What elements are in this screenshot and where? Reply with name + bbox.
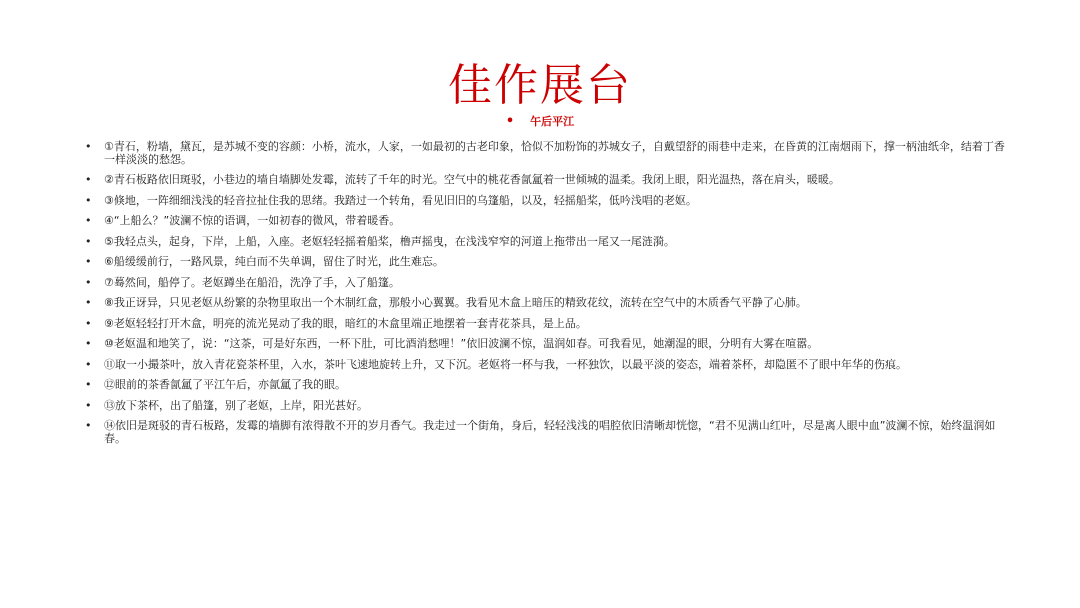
list-item [85, 215, 1015, 228]
bullet-icon: • [85, 419, 92, 432]
paragraph-text: ⑦蓦然间，船停了。老妪蹲坐在船沿，洗净了手，入了船篷。 [104, 275, 400, 289]
list-item [85, 420, 1015, 445]
subtitle-bullet: • [505, 114, 515, 129]
paragraph-text: ⑤我轻点头，起身，下岸，上船，入座。老妪轻轻摇着船桨，橹声摇曳，在浅浅窄窄的河道上拖带出一尾又一尾涟漪。 [104, 234, 675, 248]
list-item [85, 400, 1015, 413]
paragraph-text: ⑨老妪轻轻打开木盒，明亮的流光晃动了我的眼，暗红的木盒里端正地摆着一套青花茶具，是上品。 [104, 316, 587, 330]
list-item [85, 338, 1015, 351]
paragraph-text: ⑪取一小撮茶叶，放入青花瓷茶杯里，入水，茶叶飞速地旋转上升，又下沉。老妪将一杯与我，一杯独饮，以最平淡的姿态，端着茶杯，却隐匿不了眼中年华的伤痕。 [104, 357, 907, 371]
bullet-icon: • [85, 173, 92, 186]
page-title: 佳作展台 [448, 60, 632, 111]
list-item [85, 297, 1015, 310]
bullet-icon: • [85, 193, 92, 207]
bullet-icon: • [85, 140, 92, 153]
subtitle [0, 114, 1080, 130]
list-item [85, 379, 1015, 392]
paragraph-text: ⑥船缓缓前行，一路风景，纯白而不失单调，留住了时光，此生难忘。 [104, 255, 444, 268]
paragraph-text: ③倏地，一阵细细浅浅的轻音拉扯住我的思绪。我踏过一个转角，看见旧旧的乌篷船，以及，轻摇船桨，低吟浅唱的老妪。 [104, 193, 697, 207]
subtitle-text: 午后平江 [530, 115, 575, 128]
bullet-icon: • [85, 337, 92, 350]
bullet-icon: • [85, 398, 92, 412]
bullet-icon: • [85, 214, 92, 227]
list-item [85, 195, 1015, 208]
bullet-icon: • [85, 234, 92, 248]
paragraph-text: ②青石板路依旧斑驳，小巷边的墙自墙脚处发霉，流转了千年的时光。空气中的桃花香氤氲着一世倾城的温柔。我闭上眼，阳光温热，落在肩头，暖暖。 [104, 173, 840, 186]
paragraph-text: ①青石，粉墙，黛瓦，是苏城不变的容颜：小桥，流水，人家，一如最初的古老印象，恰似不加粉饰的苏城女子，自戴望舒的雨巷中走来，在昏黄的江南烟雨下，撑一柄油纸伞，结着丁香一样淡淡的愁怨。 [104, 140, 1005, 166]
paragraph-text: ⑧我正讶异，只见老妪从纷繁的杂物里取出一个木制红盒，那般小心翼翼。我看见木盒上暗压的精致花纹，流转在空气中的木质香气平静了心肺。 [104, 296, 807, 309]
list-item [85, 318, 1015, 331]
bullet-icon: • [85, 316, 92, 330]
list-item [85, 141, 1015, 166]
list-item [85, 256, 1015, 269]
bullet-icon: • [85, 255, 92, 268]
list-item [85, 174, 1015, 187]
paragraph-text: ⑩老妪温和地笑了，说：“这茶，可是好东西，一杯下肚，可比酒消愁哩！”依旧波澜不惊，温润如春。可我看见，她潮湿的眼，分明有大雾在喧嚣。 [104, 337, 819, 350]
bullet-icon: • [85, 296, 92, 309]
list-item [85, 277, 1015, 290]
bullet-icon: • [85, 275, 92, 289]
paragraph-list [85, 141, 1015, 453]
paragraph-text: ④“上船么？”波澜不惊的语调，一如初春的微风，带着暖香。 [104, 214, 401, 227]
paragraph-text: ⑬放下茶杯，出了船篷，别了老妪，上岸，阳光甚好。 [104, 398, 368, 412]
list-item [85, 359, 1015, 372]
bullet-icon: • [85, 378, 92, 391]
list-item [85, 236, 1015, 249]
paragraph-text: ⑭依旧是斑驳的青石板路，发霉的墙脚有浓得散不开的岁月香气。我走过一个街角，身后，轻轻浅浅的唱腔依旧清晰却恍惚，“君不见满山红叶，尽是离人眼中血”波澜不惊，始终温润如春。 [104, 419, 996, 445]
bullet-icon: • [85, 357, 92, 371]
paragraph-text: ⑫眼前的茶香氤氲了平江午后，亦氤氲了我的眼。 [104, 378, 346, 391]
